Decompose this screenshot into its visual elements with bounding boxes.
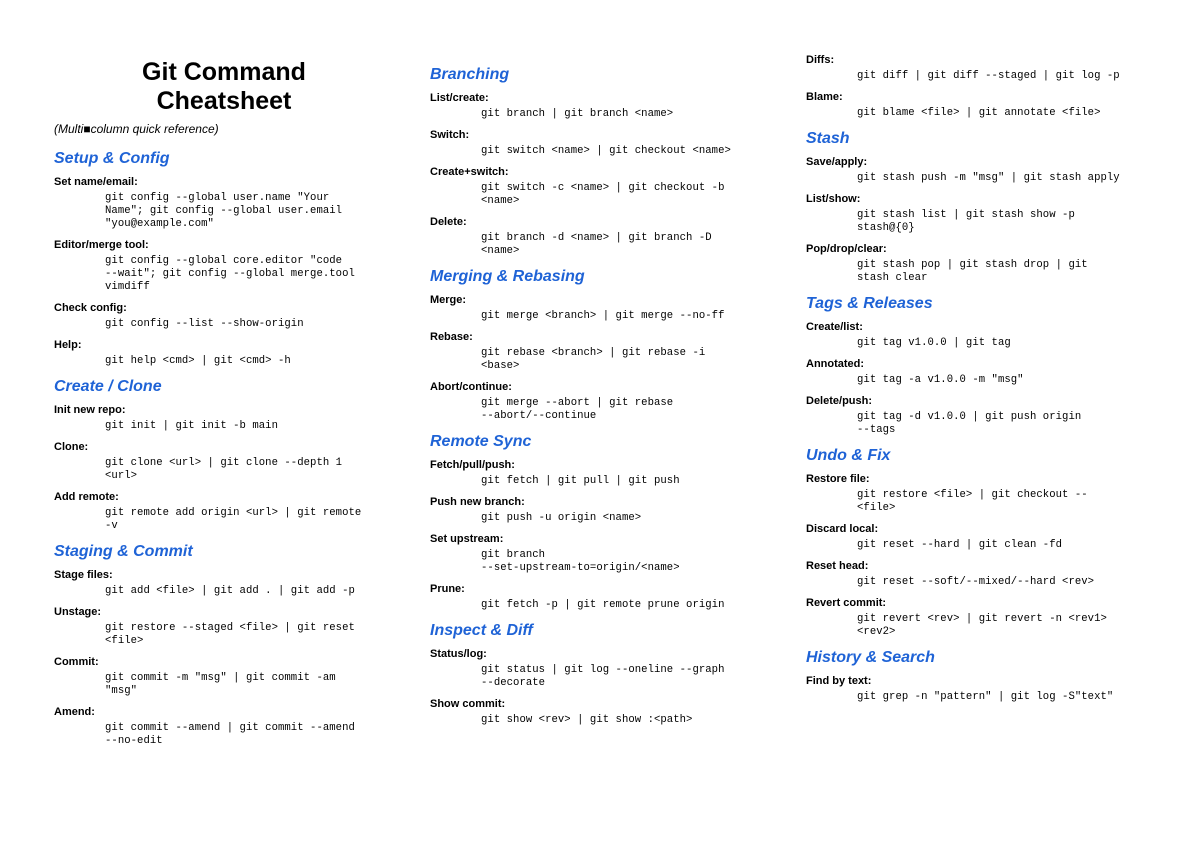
entry-command: git rebase <branch> | git rebase -i <base> [481, 347, 706, 372]
entry-command: git stash push -m "msg" | git stash apply [857, 172, 1120, 184]
cheatsheet-entry [430, 583, 770, 612]
column-3 [806, 54, 1166, 704]
cheatsheet-entry [430, 216, 770, 258]
entry-command: git stash pop | git stash drop | git stash clear [857, 259, 1088, 284]
entry-label: Find by text: [806, 675, 872, 687]
cheatsheet-entry [54, 441, 394, 483]
entry-command: git tag -a v1.0.0 -m "msg" [857, 374, 1024, 386]
entry-label: Clone: [54, 441, 89, 453]
section-heading: Setup & Config [54, 150, 170, 167]
entry-command: git remote add origin <url> | git remote -v [105, 507, 362, 532]
cheatsheet-entry [54, 491, 394, 533]
entry-command: git reset --hard | git clean -fd [857, 539, 1063, 551]
entry-label: Fetch/pull/push: [430, 459, 515, 471]
entry-command: git show <rev> | git show :<path> [481, 714, 693, 726]
entry-command: git restore <file> | git checkout -- <file> [857, 489, 1088, 514]
entry-command: git tag -d v1.0.0 | git push origin --tags [857, 411, 1082, 436]
entry-label: Revert commit: [806, 597, 887, 609]
cheatsheet-entry [430, 92, 770, 121]
cheatsheet-entry [430, 166, 770, 208]
entry-label: Add remote: [54, 491, 119, 503]
cheatsheet-entry [806, 193, 1166, 235]
entry-command: git commit -m "msg" | git commit -am "msg" [105, 672, 336, 697]
entry-command: git add <file> | git add . | git add -p [105, 585, 355, 597]
section-heading: Merging & Rebasing [430, 268, 585, 285]
entry-command: git switch <name> | git checkout <name> [481, 145, 731, 157]
cheatsheet-entry [430, 533, 770, 575]
cheatsheet-entry [806, 156, 1166, 185]
page-title [54, 58, 394, 116]
entry-command: git switch -c <name> | git checkout -b <name> [481, 182, 725, 207]
cheatsheet-entry [430, 698, 770, 727]
entry-command: git help <cmd> | git <cmd> -h [105, 355, 291, 367]
cheatsheet-entry [806, 54, 1166, 83]
column-1 [54, 58, 394, 748]
entry-label: Prune: [430, 583, 465, 595]
entry-label: Editor/merge tool: [54, 239, 149, 251]
subtitle: (Multi■column quick reference) [54, 122, 219, 136]
cheatsheet-entry [54, 569, 394, 598]
entry-command: git config --list --show-origin [105, 318, 304, 330]
entry-label: Check config: [54, 302, 127, 314]
entry-command: git fetch -p | git remote prune origin [481, 599, 725, 611]
entry-label: Set name/email: [54, 176, 138, 188]
entry-command: git revert <rev> | git revert -n <rev1> <rev2> [857, 613, 1107, 638]
entry-label: Unstage: [54, 606, 102, 618]
entry-label: Diffs: [806, 54, 835, 66]
entry-command: git push -u origin <name> [481, 512, 642, 524]
cheatsheet-entry [54, 404, 394, 433]
section-heading: History & Search [806, 649, 935, 666]
entry-label: Save/apply: [806, 156, 868, 168]
cheatsheet-entry [806, 597, 1166, 639]
cheatsheet-entry [806, 473, 1166, 515]
cheatsheet-entry [54, 239, 394, 294]
cheatsheet-entry [430, 381, 770, 423]
entry-command: git restore --staged <file> | git reset <file> [105, 622, 355, 647]
title-line-2: Cheatsheet [156, 87, 292, 115]
cheatsheet-entry [806, 321, 1166, 350]
cheatsheet-entry [54, 606, 394, 648]
cheatsheet-entry [806, 560, 1166, 589]
entry-label: Pop/drop/clear: [806, 243, 887, 255]
entry-label: Set upstream: [430, 533, 504, 545]
entry-label: Blame: [806, 91, 843, 103]
section-heading: Branching [430, 66, 510, 83]
entry-label: Commit: [54, 656, 99, 668]
entry-label: Stage files: [54, 569, 113, 581]
entry-command: git branch -d <name> | git branch -D <name> [481, 232, 712, 257]
entry-command: git config --global core.editor "code --wait"; git config --global merge.tool vimdiff [105, 255, 355, 293]
entry-label: Help: [54, 339, 82, 351]
cheatsheet-entry [430, 129, 770, 158]
cheatsheet-entry [54, 302, 394, 331]
entry-label: List/show: [806, 193, 861, 205]
entry-label: Merge: [430, 294, 467, 306]
section-heading: Remote Sync [430, 433, 532, 450]
entry-label: Create+switch: [430, 166, 509, 178]
cheatsheet-entry [430, 459, 770, 488]
entry-label: Reset head: [806, 560, 869, 572]
entry-command: git init | git init -b main [105, 420, 278, 432]
entry-command: git branch | git branch <name> [481, 108, 674, 120]
section-heading: Tags & Releases [806, 295, 933, 312]
entry-command: git stash list | git stash show -p stash@{0} [857, 209, 1075, 234]
entry-command: git status | git log --oneline --graph --decorate [481, 664, 725, 689]
entry-command: git diff | git diff --staged | git log -p [857, 70, 1120, 82]
entry-command: git clone <url> | git clone --depth 1 <url> [105, 457, 343, 482]
cheatsheet-entry [54, 706, 394, 748]
section-heading: Stash [806, 130, 850, 147]
entry-label: List/create: [430, 92, 489, 104]
cheatsheet-entry [54, 339, 394, 368]
entry-label: Amend: [54, 706, 95, 718]
entry-command: git commit --amend | git commit --amend --no-edit [105, 722, 355, 747]
entry-command: git blame <file> | git annotate <file> [857, 107, 1101, 119]
cheatsheet-entry [430, 331, 770, 373]
entry-label: Delete/push: [806, 395, 873, 407]
entry-label: Rebase: [430, 331, 473, 343]
cheatsheet-entry [806, 91, 1166, 120]
entry-label: Init new repo: [54, 404, 126, 416]
entry-command: git merge --abort | git rebase --abort/--continue [481, 397, 674, 422]
cheatsheet-entry [54, 176, 394, 231]
entry-label: Annotated: [806, 358, 865, 370]
entry-command: git tag v1.0.0 | git tag [857, 337, 1011, 349]
entry-command: git merge <branch> | git merge --no-ff [481, 310, 725, 322]
entry-command: git config --global user.name "Your Name"; git config --global user.email "you@example.com" [105, 192, 343, 230]
section-heading: Undo & Fix [806, 447, 891, 464]
entry-label: Abort/continue: [430, 381, 512, 393]
cheatsheet-entry [430, 294, 770, 323]
entry-label: Create/list: [806, 321, 863, 333]
entry-command: git reset --soft/--mixed/--hard <rev> [857, 576, 1095, 588]
entry-label: Status/log: [430, 648, 487, 660]
cheatsheet-entry [806, 523, 1166, 552]
section-heading: Create / Clone [54, 378, 162, 395]
entry-command: git grep -n "pattern" | git log -S"text" [857, 691, 1114, 703]
entry-command: git branch --set-upstream-to=origin/<name> [481, 549, 680, 574]
entry-label: Push new branch: [430, 496, 525, 508]
title-line-1: Git Command [142, 58, 306, 86]
cheatsheet-entry [806, 358, 1166, 387]
column-2 [430, 66, 770, 727]
entry-label: Discard local: [806, 523, 879, 535]
cheatsheet-entry [806, 395, 1166, 437]
cheatsheet-entry [54, 656, 394, 698]
cheatsheet-entry [806, 243, 1166, 285]
section-heading: Inspect & Diff [430, 622, 533, 639]
section-heading: Staging & Commit [54, 543, 193, 560]
cheatsheet-entry [806, 675, 1166, 704]
entry-label: Delete: [430, 216, 467, 228]
entry-label: Show commit: [430, 698, 506, 710]
cheatsheet-entry [430, 496, 770, 525]
entry-label: Switch: [430, 129, 470, 141]
entry-label: Restore file: [806, 473, 870, 485]
entry-command: git fetch | git pull | git push [481, 475, 680, 487]
cheatsheet-entry [430, 648, 770, 690]
